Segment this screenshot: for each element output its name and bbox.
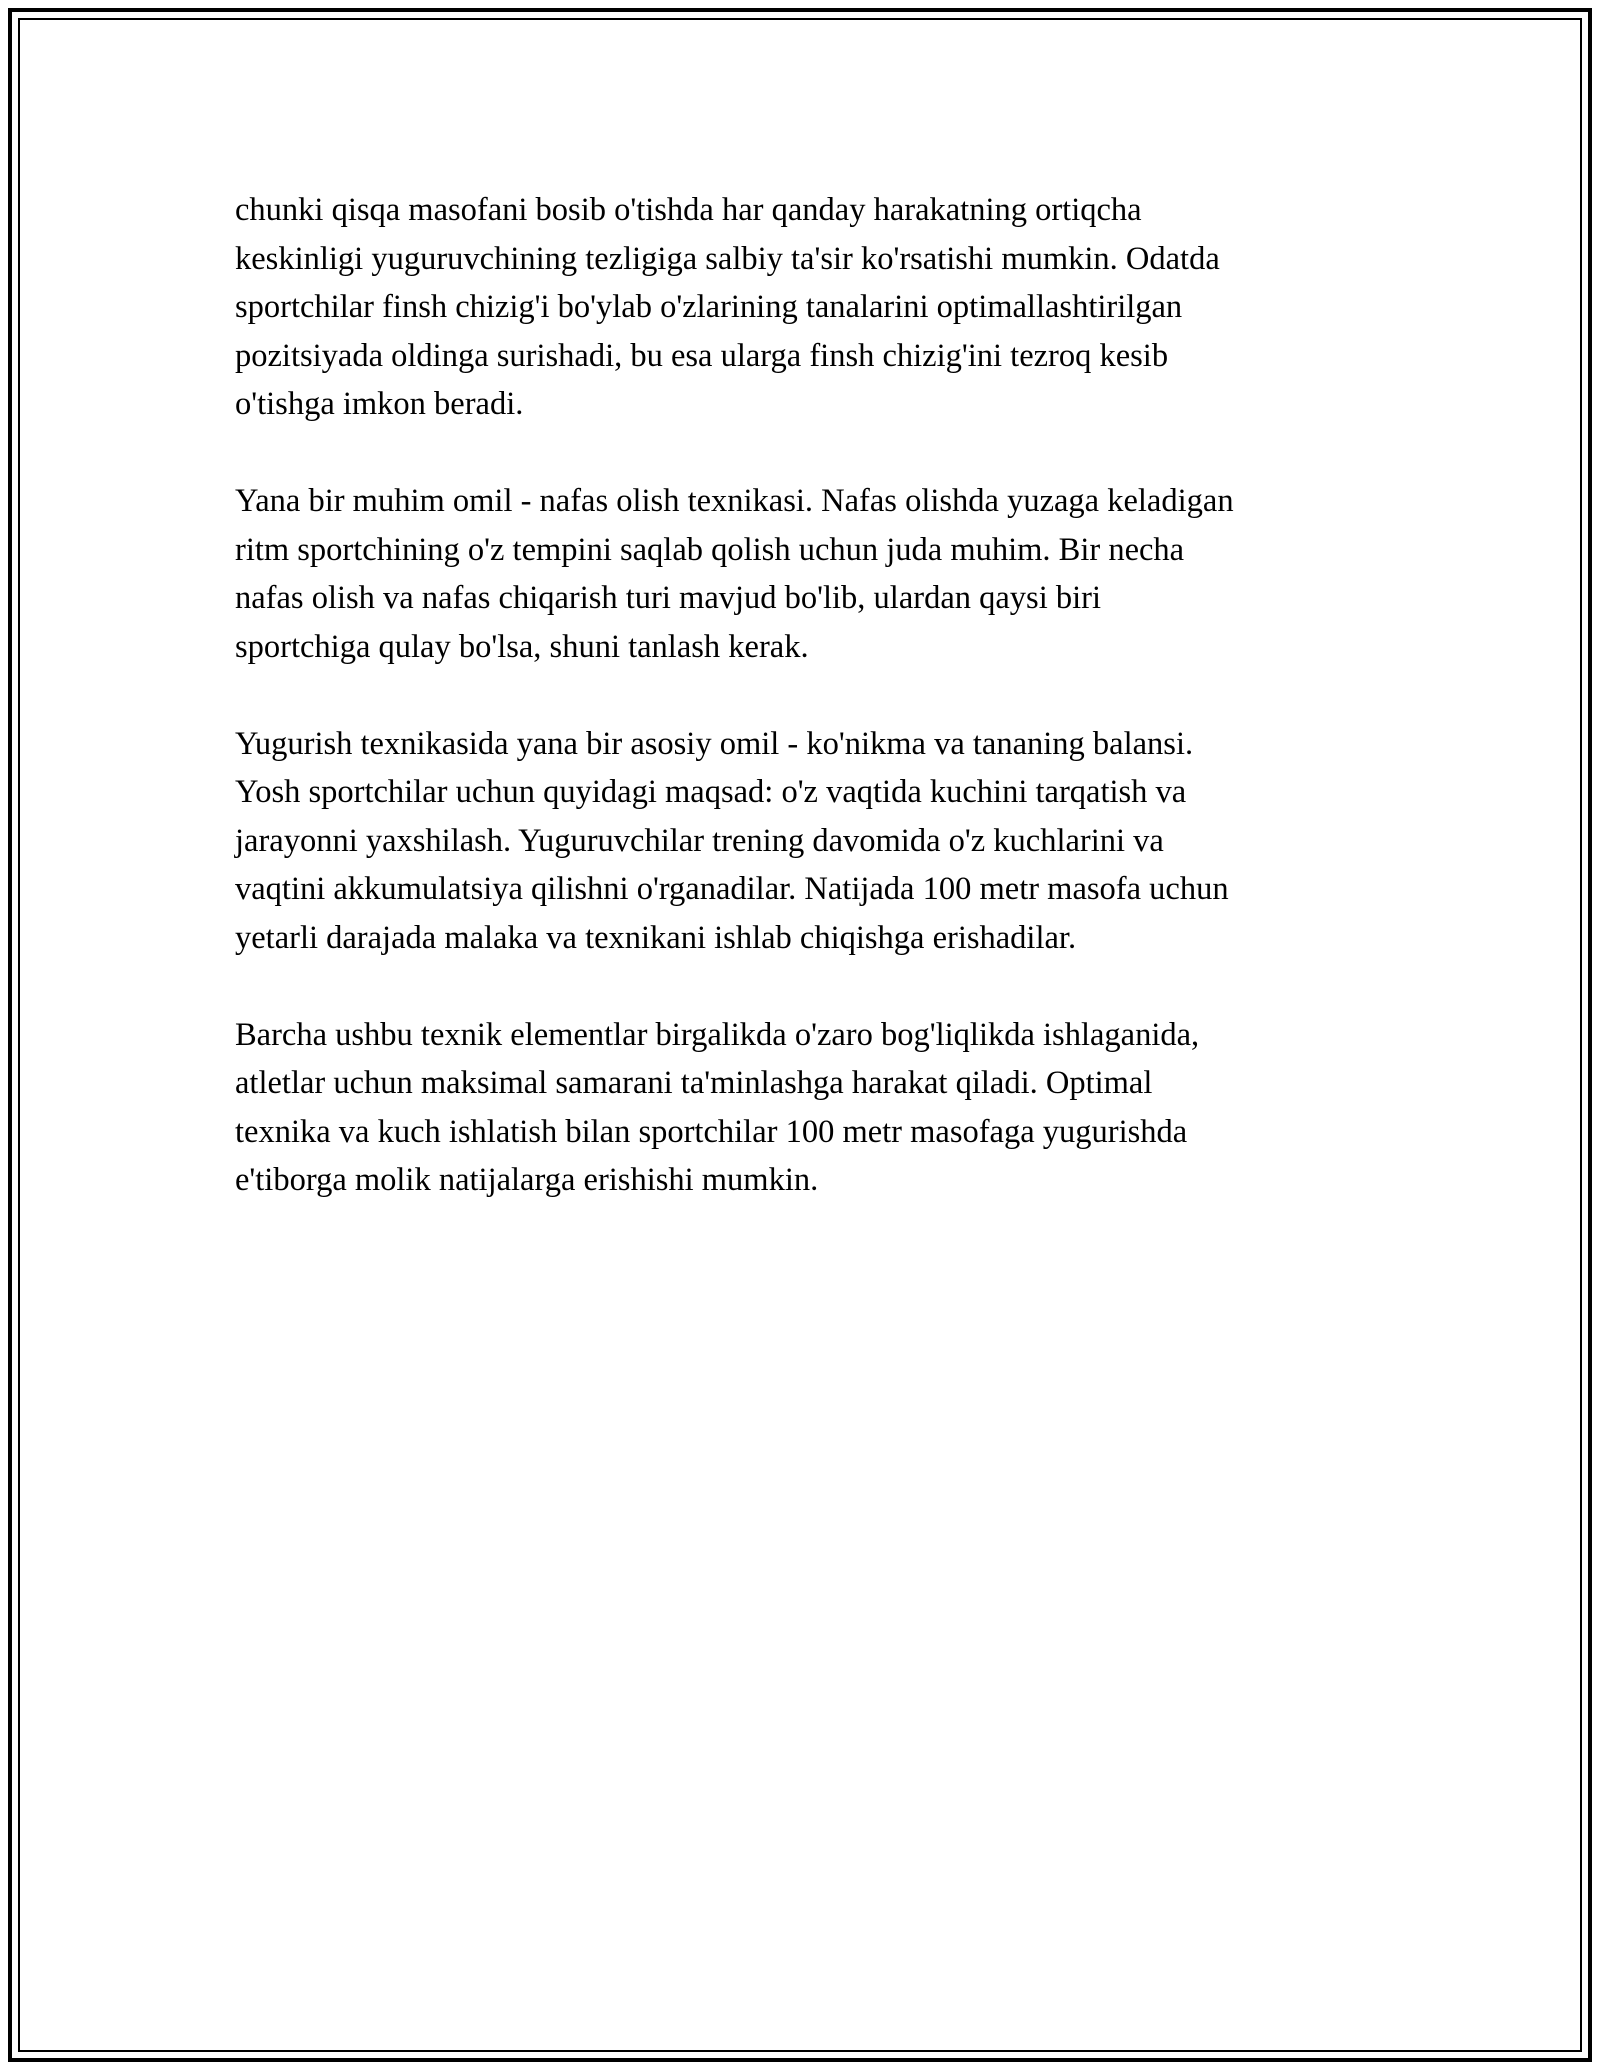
paragraph-line: jarayonni yaxshilash. Yuguruvchilar trening davomida o'z kuchlarini va <box>235 822 1164 859</box>
paragraph-line: Yosh sportchilar uchun quyidagi maqsad: o'z vaqtida kuchini tarqatish va <box>235 774 1187 810</box>
paragraph-2 <box>235 477 1375 671</box>
paragraph-line: pozitsiyada oldinga surishadi, bu esa ularga finsh chizig'ini tezroq kesib <box>235 337 1169 374</box>
paragraph-line: sportchiga qulay bo'lsa, shuni tanlash kerak. <box>235 628 809 665</box>
paragraph-line: Barcha ushbu texnik elementlar birgalikda o'zaro bog'liqlikda ishlaganida, <box>235 1016 1200 1053</box>
paragraph-line: o'tishga imkon beradi. <box>235 386 524 422</box>
paragraph-line: yetarli darajada malaka va texnikani ishlab chiqishga erishadilar. <box>235 919 1077 956</box>
paragraph-line: chunki qisqa masofani bosib o'tishda har qanday harakatning ortiqcha <box>235 192 1142 228</box>
paragraph-3 <box>235 720 1375 963</box>
paragraph-line: Yana bir muhim omil - nafas olish texnikasi. Nafas olishda yuzaga keladigan <box>235 483 1234 519</box>
paragraph-line: e'tiborga molik natijalarga erishishi mumkin. <box>235 1162 819 1198</box>
paragraph-line: ritm sportchining o'z tempini saqlab qolish uchun juda muhim. Bir necha <box>235 531 1185 568</box>
paragraph-line: keskinligi yuguruvchining tezligiga salbiy ta'sir ko'rsatishi mumkin. Odatda <box>235 240 1220 277</box>
paragraph-line: vaqtini akkumulatsiya qilishni o'rganadilar. Natijada 100 metr masofa uchun <box>235 871 1229 907</box>
paragraph-line: nafas olish va nafas chiqarish turi mavjud bo'lib, ulardan qaysi biri <box>235 580 1101 616</box>
document-body <box>235 186 1375 1253</box>
paragraph-line: Yugurish texnikasida yana bir asosiy omil - ko'nikma va tananing balansi. <box>235 725 1194 762</box>
paragraph-line: sportchilar finsh chizig'i bo'ylab o'zlarining tanalarini optimallashtirilgan <box>235 289 1183 325</box>
paragraph-line: atletlar uchun maksimal samarani ta'minlashga harakat qiladi. Optimal <box>235 1065 1153 1101</box>
paragraph-4 <box>235 1011 1375 1205</box>
paragraph-line: texnika va kuch ishlatish bilan sportchilar 100 metr masofaga yugurishda <box>235 1113 1188 1150</box>
paragraph-1 <box>235 186 1375 429</box>
